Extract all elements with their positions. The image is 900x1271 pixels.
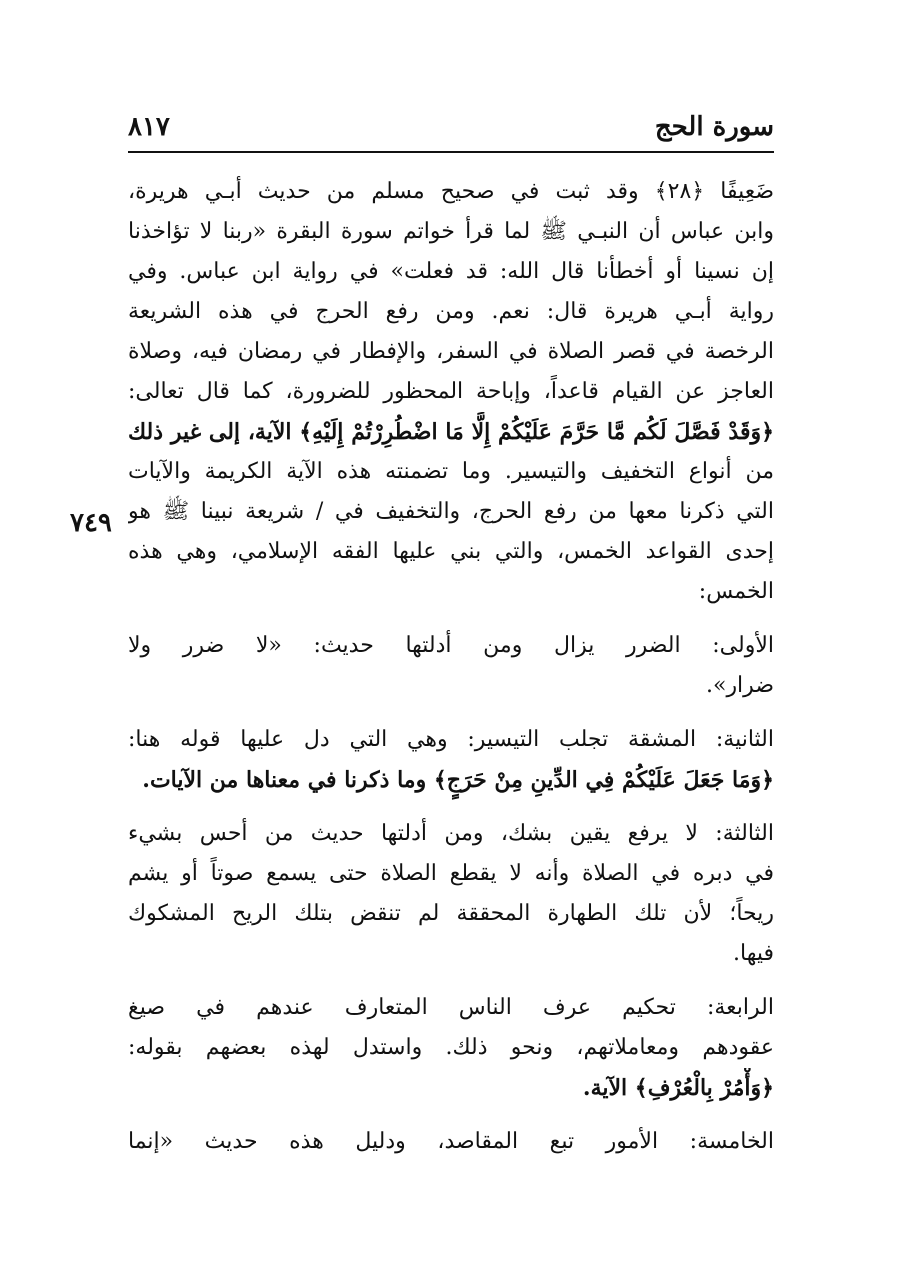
text-line-verse: ﴿وَأْمُرْ بِالْعُرْفِ﴾ الآية. xyxy=(582,1075,774,1101)
text-line: الرخصة في قصر الصلاة في السفر، والإفطار في رمضان فيه، وصلاة xyxy=(128,339,774,364)
text-line: ضرار». xyxy=(705,673,774,698)
text-line: التي ذكرنا معها من رفع الحرج، والتخفيف في / شريعة نبينا ﷺ هو xyxy=(128,499,774,524)
text-line: ريحاً؛ لأن تلك الطهارة المحققة لم تنقض بتلك الريح المشكوك xyxy=(128,901,774,926)
text-line: إن نسينا أو أخطأنا قال الله: قد فعلت» في رواية ابن عباس. وفي xyxy=(128,259,774,284)
paragraph-gap xyxy=(128,612,774,626)
text-line: الثانية: المشقة تجلب التيسير: وهي التي دل عليها قوله هنا: xyxy=(128,727,774,752)
text-line-verse: ﴿وَقَدْ فَصَّلَ لَكُم مَّا حَرَّمَ عَلَيْكُمْ إِلَّا مَا اضْطُرِرْتُمْ إِلَيْهِ﴾ الآية، إلى غير ذلك xyxy=(128,419,774,445)
text-line-verse: ﴿وَمَا جَعَلَ عَلَيْكُمْ فِي الدِّينِ مِنْ حَرَجٍ﴾ وما ذكرنا في معناها من الآيات. xyxy=(142,767,774,793)
text-line: فيها. xyxy=(733,941,774,966)
text-line: الخمس: xyxy=(698,579,774,604)
body-text xyxy=(128,172,774,1162)
paragraph-gap xyxy=(128,1108,774,1122)
text-line: في دبره في الصلاة وأنه لا يقطع الصلاة حتى يسمع صوتاً أو يشم xyxy=(128,861,774,886)
text-line: إحدى القواعد الخمس، والتي بني عليها الفقه الإسلامي، وهي هذه xyxy=(128,539,774,564)
text-line: رواية أبـي هريرة قال: نعم. ومن رفع الحرج في هذه الشريعة xyxy=(128,299,774,324)
text-line: الخامسة: الأمور تبع المقاصد، ودليل هذه حديث «إنما xyxy=(128,1129,774,1154)
text-line: عقودهم ومعاملاتهم، ونحو ذلك. واستدل لهذه بعضهم بقوله: xyxy=(128,1035,774,1060)
text-line: وابن عباس أن النبـي ﷺ لما قرأ خواتم سورة البقرة «ربنا لا تؤاخذنا xyxy=(128,219,774,244)
page-header xyxy=(128,108,774,148)
text-line: من أنواع التخفيف والتيسير. وما تضمنته هذه الآية الكريمة والآيات xyxy=(128,459,774,484)
page-number: ٨١٧ xyxy=(128,112,170,142)
margin-page-reference: ٧٤٩ xyxy=(70,508,112,538)
text-line: ضَعِيفًا ﴿٢٨﴾ وقد ثبت في صحيح مسلم من حديث أبـي هريرة، xyxy=(128,179,774,204)
surah-title: سورة الحج xyxy=(654,112,774,142)
paragraph-gap xyxy=(128,706,774,720)
paragraph-gap xyxy=(128,800,774,814)
text-line: الثالثة: لا يرفع يقين بشك، ومن أدلتها حديث من أحس بشيء xyxy=(128,821,774,846)
header-rule xyxy=(128,151,774,153)
text-line: الأولى: الضرر يزال ومن أدلتها حديث: «لا ضرر ولا xyxy=(128,633,774,658)
text-line: الرابعة: تحكيم عرف الناس المتعارف عندهم في صيغ xyxy=(128,995,774,1020)
paragraph-gap xyxy=(128,974,774,988)
text-line: العاجز عن القيام قاعداً، وإباحة المحظور للضرورة، كما قال تعالى: xyxy=(128,379,774,404)
